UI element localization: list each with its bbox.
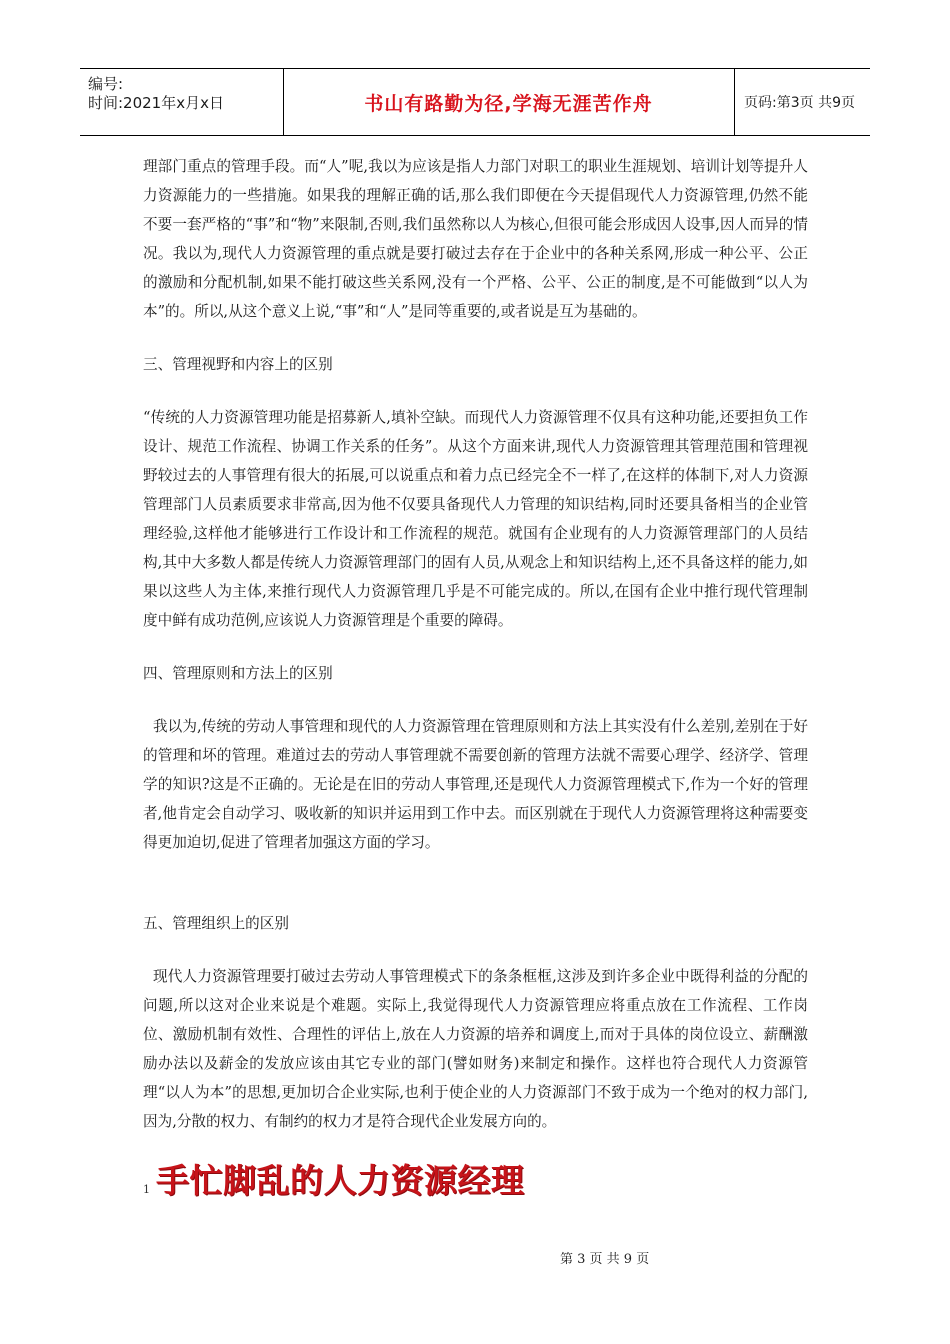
page-footer: 第 3 页 共 9 页 <box>560 1252 650 1267</box>
number-label: 编号: <box>88 75 124 93</box>
paragraph-5: 现代人力资源管理要打破过去劳动人事管理模式下的条条框框,这涉及到许多企业中既得利益的分配的问题,所以这对企业来说是个难题。实际上,我觉得现代人力资源管理应将重点放在工作流程、工作岗位、激励机制有效性、合理性的评估上,放在人力资源的培养和调度上,而对于具体的岗位设立、薪酬激励办法以及薪金的发放应该由其它专业的部门(譬如财务)来制定和操作。这样也符合现代人力资源管理“以人为本”的思想,更加切合企业实际,也利于使企业的人力资源部门不致于成为一个绝对的权力部门,因为,分散的权力、有制约的权力才是符合现代企业发展方向的。 <box>143 968 808 1130</box>
header-meta <box>80 69 284 135</box>
section-title <box>143 1155 525 1202</box>
body-content <box>143 152 808 1136</box>
section-heading-5: 五、管理组织上的区别 <box>143 915 289 932</box>
paragraph-4: 我以为,传统的劳动人事管理和现代的人力资源管理在管理原则和方法上其实没有什么差别,差别在于好的管理和坏的管理。难道过去的劳动人事管理就不需要创新的管理方法就不需要心理学、经济学、管理学的知识?这是不正确的。无论是在旧的劳动人事管理,还是现代人力资源管理模式下,作为一个好的管理者,他肯定会自动学习、吸收新的知识并运用到工作中去。而区别就在于现代人力资源管理将这种需要变得更加迫切,促进了管理者加强这方面的学习。 <box>143 718 808 851</box>
section-heading-3: 三、管理视野和内容上的区别 <box>143 356 333 373</box>
header-motto-cell <box>283 69 735 135</box>
time-label: 时间:2021年x月x日 <box>88 94 224 112</box>
header-motto: 书山有路勤为径,学海无涯苦作舟 <box>364 92 653 115</box>
page-header <box>80 68 870 136</box>
paragraph-1: 理部门重点的管理手段。而“人”呢,我以为应该是指人力部门对职工的职业生涯规划、培训计划等提升人力资源能力的一些措施。如果我的理解正确的话,那么我们即便在今天提倡现代人力资源管理,仍然不能不要一套严格的“事”和“物”来限制,否则,我们虽然称以人为核心,但很可能会形成因人设事,因人而异的情况。我以为,现代人力资源管理的重点就是要打破过去存在于企业中的各种关系网,形成一种公平、公正的激励和分配机制,如果不能打破这些关系网,没有一个严格、公平、公正的制度,是不可能做到“以人为本”的。所以,从这个意义上说,“事”和“人”是同等重要的,或者说是互为基础的。 <box>143 158 808 320</box>
section-heading-4: 四、管理原则和方法上的区别 <box>143 665 333 682</box>
section-title-text: 手忙脚乱的人力资源经理 <box>156 1161 525 1200</box>
footnote-mark: 1 <box>143 1183 150 1196</box>
paragraph-3: “传统的人力资源管理功能是招募新人,填补空缺。而现代人力资源管理不仅具有这种功能,还要担负工作设计、规范工作流程、协调工作关系的任务”。从这个方面来讲,现代人力资源管理其管理范围和管理视野较过去的人事管理有很大的拓展,可以说重点和着力点已经完全不一样了,在这样的体制下,对人力资源管理部门人员素质要求非常高,因为他不仅要具备现代人力管理的知识结构,同时还要具备相当的企业管理经验,这样他才能够进行工作设计和工作流程的规范。就国有企业现有的人力资源管理部门的人员结构,其中大多数人都是传统人力资源管理部门的固有人员,从观念上和知识结构上,还不具备这样的能力,如果以这些人为主体,来推行现代人力资源管理几乎是不可能完成的。所以,在国有企业中推行现代管理制度中鲜有成功范例,应该说人力资源管理是个重要的障碍。 <box>143 409 808 629</box>
header-page-code: 页码:第3页 共9页 <box>744 95 855 111</box>
